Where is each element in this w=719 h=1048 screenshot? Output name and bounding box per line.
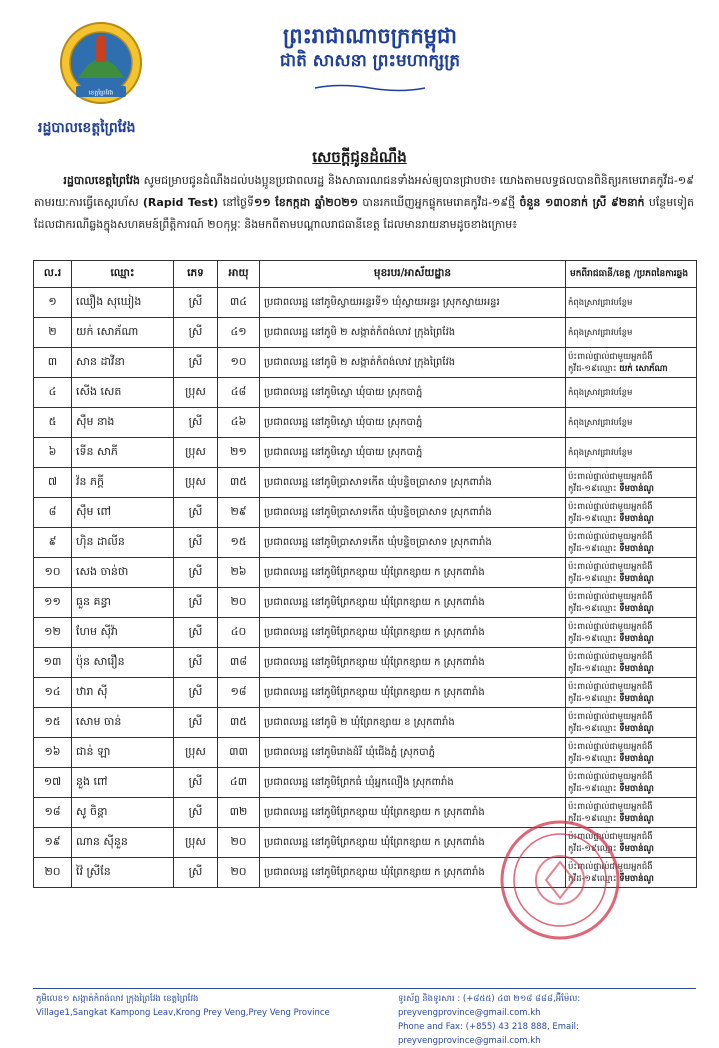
source-cell	[566, 318, 697, 348]
sex-cell: ស្រី	[174, 648, 218, 678]
table-row	[34, 588, 697, 618]
address-cell: ប្រជាពលរដ្ឋ នៅភូមិស្លោ ឃុំបាយ ស្រុកបាភ្នំ	[260, 378, 566, 408]
footer-contact-en: Phone and Fax: (+855) 43 218 888, Email: preyvengprovince@gmail.com.kh	[398, 1022, 579, 1046]
row-number-cell: ១៧	[34, 768, 72, 798]
row-number-cell: ២០	[34, 858, 72, 888]
table-row	[34, 678, 697, 708]
age-cell: ៤៨	[218, 378, 260, 408]
source-line-2	[568, 543, 694, 555]
row-number-cell: ១៥	[34, 708, 72, 738]
footer-divider	[33, 988, 696, 989]
age-cell: ២១	[218, 438, 260, 468]
source-line-2	[568, 483, 694, 495]
source-contact-label: កូវីដ-១៩ឈ្មោះ	[568, 483, 620, 494]
header-address: មុខរបរ/អាស័យដ្ឋាន	[260, 261, 566, 288]
source-contact-name: ទឹមចាន់ណូ	[619, 813, 654, 824]
address-cell: ប្រជាពលរដ្ឋ នៅភូមិរោងដំរី ឃុំជើងភ្នំ ស្រុកបាភ្នំ	[260, 738, 566, 768]
table-row	[34, 618, 697, 648]
header-no: ល.រ	[34, 261, 72, 288]
sex-cell: ស្រី	[174, 858, 218, 888]
source-line-1: ប៉ះពាល់ផ្ទាល់ជាមួយអ្នកជំងឺ	[568, 831, 653, 842]
table-row	[34, 738, 697, 768]
person-name-cell: សេង ចាន់ថា	[72, 558, 174, 588]
table-row	[34, 648, 697, 678]
sex-cell: ប្រុស	[174, 828, 218, 858]
source-contact-name: យក់ សោភ័ណា	[619, 363, 668, 374]
age-cell: ២០	[218, 588, 260, 618]
address-cell: ប្រជាពលរដ្ឋ នៅភូមិប្រាសាទកើត ឃុំបន្ទិចប្រាសាទ ស្រុកពារាំង	[260, 468, 566, 498]
age-cell: ៣២	[218, 798, 260, 828]
source-cell	[566, 678, 697, 708]
person-name-cell: ធួន គន្ធា	[72, 588, 174, 618]
source-line-1: ប៉ះពាល់ផ្ទាល់ជាមួយអ្នកជំងឺ	[568, 741, 653, 752]
person-name-cell: ស៊ឹម ពៅ	[72, 498, 174, 528]
source-cell	[566, 708, 697, 738]
source-cell	[566, 798, 697, 828]
person-name-cell: យក់ សោភ័ណា	[72, 318, 174, 348]
source-line-2	[568, 843, 694, 855]
address-cell: ប្រជាពលរដ្ឋ នៅភូមិ ២ សង្កាត់កំពង់លាវ ក្រុងព្រៃវែង	[260, 318, 566, 348]
source-cell	[566, 828, 697, 858]
row-number-cell: ៦	[34, 438, 72, 468]
person-name-cell: ស៊ឹម នាង	[72, 408, 174, 438]
sex-cell: ស្រី	[174, 498, 218, 528]
source-contact-name: ទឹមចាន់ណូ	[619, 573, 654, 584]
sex-cell: ស្រី	[174, 288, 218, 318]
address-cell: ប្រជាពលរដ្ឋ នៅភូមិ ២ ឃុំព្រែកខ្សាយ ខ ស្រុកពារាំង	[260, 708, 566, 738]
address-cell: ប្រជាពលរដ្ឋ នៅភូមិព្រែកខ្សាយ ឃុំព្រែកខ្សាយ ក ស្រុកពារាំង	[260, 798, 566, 828]
source-line-1: ប៉ះពាល់ផ្ទាល់ជាមួយអ្នកជំងឺ	[568, 471, 653, 482]
age-cell: ១៨	[218, 678, 260, 708]
source-contact-label: កូវីដ-១៩ឈ្មោះ	[568, 693, 620, 704]
row-number-cell: ១៩	[34, 828, 72, 858]
intro-case-count: ចំនួន ១៣០នាក់ ស្រី ៩២នាក់	[519, 196, 645, 209]
row-number-cell: ១០	[34, 558, 72, 588]
table-row	[34, 708, 697, 738]
address-cell: ប្រជាពលរដ្ឋ នៅភូមិព្រែកធំ ឃុំអ្នកលឿង ស្រុកពារាំង	[260, 768, 566, 798]
person-name-cell: ជាន់ ឡា	[72, 738, 174, 768]
source-line-1: ប៉ះពាល់ផ្ទាល់ជាមួយអ្នកជំងឺ	[568, 591, 653, 602]
intro-text-3: បានរកឃើញអ្នកផ្ទុកមេរោគកូវីដ-១៩ថ្មី	[358, 196, 520, 209]
address-cell: ប្រជាពលរដ្ឋ នៅភូមិព្រែកខ្សាយ ឃុំព្រែកខ្សាយ ក ស្រុកពារាំង	[260, 618, 566, 648]
row-number-cell: ១៣	[34, 648, 72, 678]
source-contact-name: ទឹមចាន់ណូ	[619, 873, 654, 884]
person-name-cell: ទើន សាភី	[72, 438, 174, 468]
source-line-2	[568, 753, 694, 765]
table-row	[34, 468, 697, 498]
administration-name: រដ្ឋបាលខេត្តព្រៃវែង	[38, 120, 136, 136]
source-line-2	[568, 633, 694, 645]
person-name-cell: វ៉ៃ ស្រីនែ	[72, 858, 174, 888]
person-name-cell: សូ ចិន្តា	[72, 798, 174, 828]
source-cell	[566, 768, 697, 798]
table-row	[34, 288, 697, 318]
cases-table	[33, 260, 697, 888]
age-cell: ៤១	[218, 318, 260, 348]
source-line-2	[568, 693, 694, 705]
source-line-1: ប៉ះពាល់ផ្ទាល់ជាមួយអ្នកជំងឺ	[568, 561, 653, 572]
sex-cell: ស្រី	[174, 408, 218, 438]
age-cell: ២០	[218, 858, 260, 888]
sex-cell: ស្រី	[174, 768, 218, 798]
source-contact-label: កូវីដ-១៩ឈ្មោះ	[568, 843, 620, 854]
sex-cell: ស្រី	[174, 708, 218, 738]
intro-rapid-test: (Rapid Test)	[142, 196, 219, 209]
source-line-2	[568, 513, 694, 525]
source-contact-name: ទឹមចាន់ណូ	[619, 543, 654, 554]
source-contact-name: ទឹមចាន់ណូ	[619, 723, 654, 734]
header-age: អាយុ	[218, 261, 260, 288]
address-cell: ប្រជាពលរដ្ឋ នៅភូមិព្រែកខ្សាយ ឃុំព្រែកខ្សាយ ក ស្រុកពារាំង	[260, 588, 566, 618]
age-cell: ៤០	[218, 618, 260, 648]
intro-admin: រដ្ឋបាលខេត្តព្រៃវែង	[63, 174, 140, 187]
person-name-cell: សេីង សេត	[72, 378, 174, 408]
table-row	[34, 558, 697, 588]
source-line-1: ប៉ះពាល់ផ្ទាល់ជាមួយអ្នកជំងឺ	[568, 501, 653, 512]
sex-cell: ស្រី	[174, 558, 218, 588]
age-cell: ១៥	[218, 528, 260, 558]
intro-paragraph	[34, 170, 694, 236]
sex-cell: ស្រី	[174, 318, 218, 348]
source-cell	[566, 618, 697, 648]
sex-cell: ស្រី	[174, 588, 218, 618]
source-line-2	[568, 603, 694, 615]
seal-caption: ខេត្តព្រៃវែង	[88, 89, 114, 97]
source-contact-label: កូវីដ-១៩ឈ្មោះ	[568, 573, 620, 584]
age-cell: ៤៣	[218, 768, 260, 798]
source-cell	[566, 528, 697, 558]
person-name-cell: សាន ដាវីនា	[72, 348, 174, 378]
source-contact-label: កូវីដ-១៩ឈ្មោះ	[568, 603, 620, 614]
intro-text-1: សូមជម្រាបជូនដំណឹងដល់បងប្អូនប្រជាពលរដ្ឋ និងសាធារណជនទាំងអស់ឲ្យបានជ្រាបថា៖ យោងតាមលទ្ធផលបានពិនិត្យរកមេរោគកូវីដ-១៩ តាមរយៈការធ្វើតេស្តរហ័ស	[34, 174, 694, 209]
ornament-divider	[310, 83, 430, 93]
row-number-cell: ១៦	[34, 738, 72, 768]
address-cell: ប្រជាពលរដ្ឋ នៅភូមិស្វាយអន្ទរទី១ ឃុំស្វាយអន្ទរ ស្រុកស្វាយអន្ទរ	[260, 288, 566, 318]
age-cell: ៣៥	[218, 468, 260, 498]
sex-cell: ស្រី	[174, 348, 218, 378]
source-cell	[566, 378, 697, 408]
source-contact-label: កូវីដ-១៩ឈ្មោះ	[568, 783, 620, 794]
source-line-1: កំពុងស្រាវជ្រាវបន្ថែម	[568, 417, 633, 428]
address-cell: ប្រជាពលរដ្ឋ នៅភូមិព្រែកខ្សាយ ឃុំព្រែកខ្សាយ ក ស្រុកពារាំង	[260, 558, 566, 588]
address-cell: ប្រជាពលរដ្ឋ នៅភូមិស្លោ ឃុំបាយ ស្រុកបាភ្នំ	[260, 438, 566, 468]
source-line-2	[568, 873, 694, 885]
table-row	[34, 858, 697, 888]
source-line-2	[568, 783, 694, 795]
sex-cell: ស្រី	[174, 618, 218, 648]
source-contact-label: កូវីដ-១៩ឈ្មោះ	[568, 873, 620, 884]
kingdom-line-1: ព្រះរាជាណាចក្រកម្ពុជា	[282, 24, 457, 48]
row-number-cell: ៧	[34, 468, 72, 498]
row-number-cell: ១១	[34, 588, 72, 618]
header-name: ឈ្មោះ	[72, 261, 174, 288]
table-header-row	[34, 261, 697, 288]
table-row	[34, 348, 697, 378]
sex-cell: ស្រី	[174, 798, 218, 828]
person-name-cell: ហ៊ិន ដាលីន	[72, 528, 174, 558]
footer-address-kh: ភូមិលេខ១ សង្កាត់កំពង់លាវ ក្រុងព្រៃវែង ខេត្តព្រៃវែង	[36, 994, 199, 1004]
source-contact-label: កូវីដ-១៩ឈ្មោះ	[568, 633, 620, 644]
age-cell: ២៩	[218, 498, 260, 528]
kingdom-motto	[210, 22, 530, 100]
source-line-1: ប៉ះពាល់ផ្ទាល់ជាមួយអ្នកជំងឺ	[568, 651, 653, 662]
source-line-1: ប៉ះពាល់ផ្ទាល់ជាមួយអ្នកជំងឺ	[568, 621, 653, 632]
person-name-cell: នួង ពៅ	[72, 768, 174, 798]
source-contact-label: កូវីដ-១៩ឈ្មោះ	[568, 363, 620, 374]
table-row	[34, 318, 697, 348]
source-contact-name: ទឹមចាន់ណូ	[619, 633, 654, 644]
source-contact-label: កូវីដ-១៩ឈ្មោះ	[568, 543, 620, 554]
document-title: សេចក្តីជូនដំណឹង	[312, 148, 407, 166]
row-number-cell: ២	[34, 318, 72, 348]
person-name-cell: ណាន ស៊ីនួន	[72, 828, 174, 858]
row-number-cell: ១២	[34, 618, 72, 648]
sex-cell: ស្រី	[174, 528, 218, 558]
person-name-cell: ឈឿង សុឃៀង	[72, 288, 174, 318]
sex-cell: ប្រុស	[174, 468, 218, 498]
source-line-2	[568, 573, 694, 585]
intro-text-2: នៅថ្ងៃទី	[218, 196, 255, 209]
source-cell	[566, 498, 697, 528]
source-contact-label: កូវីដ-១៩ឈ្មោះ	[568, 723, 620, 734]
intro-date: ១១ ខែកក្កដា ឆ្នាំ២០២១	[254, 196, 359, 209]
age-cell: ២០	[218, 828, 260, 858]
source-contact-name: ទឹមចាន់ណូ	[619, 483, 654, 494]
table-row	[34, 528, 697, 558]
row-number-cell: ៤	[34, 378, 72, 408]
source-line-1: ប៉ះពាល់ផ្ទាល់ជាមួយអ្នកជំងឺ	[568, 801, 653, 812]
source-cell	[566, 348, 697, 378]
table-row	[34, 498, 697, 528]
source-line-1: កំពុងស្រាវជ្រាវបន្ថែម	[568, 327, 633, 338]
table-row	[34, 408, 697, 438]
row-number-cell: ១៤	[34, 678, 72, 708]
address-cell: ប្រជាពលរដ្ឋ នៅភូមិ ២ សង្កាត់កំពង់លាវ ក្រុងព្រៃវែង	[260, 348, 566, 378]
address-cell: ប្រជាពលរដ្ឋ នៅភូមិព្រែកខ្សាយ ឃុំព្រែកខ្សាយ ក ស្រុកពារាំង	[260, 828, 566, 858]
source-line-2	[568, 723, 694, 735]
address-cell: ប្រជាពលរដ្ឋ នៅភូមិព្រែកខ្សាយ ឃុំព្រែកខ្សាយ ក ស្រុកពារាំង	[260, 648, 566, 678]
age-cell: ៣៤	[218, 288, 260, 318]
table-row	[34, 438, 697, 468]
source-line-1: កំពុងស្រាវជ្រាវបន្ថែម	[568, 447, 633, 458]
source-line-1: កំពុងស្រាវជ្រាវបន្ថែម	[568, 387, 633, 398]
source-cell	[566, 438, 697, 468]
provincial-seal	[58, 20, 144, 106]
footer-address-en: Village1,Sangkat Kampong Leav,Krong Prey Veng,Prey Veng Province	[36, 1008, 330, 1018]
source-cell	[566, 288, 697, 318]
address-cell: ប្រជាពលរដ្ឋ នៅភូមិស្លោ ឃុំបាយ ស្រុកបាភ្នំ	[260, 408, 566, 438]
source-line-1: ប៉ះពាល់ផ្ទាល់ជាមួយអ្នកជំងឺ	[568, 681, 653, 692]
header-source: មកពីរាជធានី/ខេត្ត /ប្រភពនៃការឆ្លង	[566, 261, 697, 288]
source-line-2	[568, 663, 694, 675]
source-contact-label: កូវីដ-១៩ឈ្មោះ	[568, 513, 620, 524]
source-cell	[566, 408, 697, 438]
source-contact-label: កូវីដ-១៩ឈ្មោះ	[568, 663, 620, 674]
person-name-cell: ឋារា ស៊ី	[72, 678, 174, 708]
footer-address	[36, 992, 330, 1020]
table-row	[34, 378, 697, 408]
source-line-1: ប៉ះពាល់ផ្ទាល់ជាមួយអ្នកជំងឺ	[568, 531, 653, 542]
sex-cell: ប្រុស	[174, 438, 218, 468]
table-row	[34, 828, 697, 858]
source-contact-label: កូវីដ-១៩ឈ្មោះ	[568, 753, 620, 764]
address-cell: ប្រជាពលរដ្ឋ នៅភូមិប្រាសាទកើត ឃុំបន្ទិចប្រាសាទ ស្រុកពារាំង	[260, 498, 566, 528]
row-number-cell: ៥	[34, 408, 72, 438]
source-cell	[566, 558, 697, 588]
source-line-2	[568, 813, 694, 825]
source-contact-name: ទឹមចាន់ណូ	[619, 753, 654, 764]
source-contact-name: ទឹមចាន់ណូ	[619, 783, 654, 794]
row-number-cell: ៣	[34, 348, 72, 378]
table-row	[34, 798, 697, 828]
source-cell	[566, 738, 697, 768]
age-cell: ១០	[218, 348, 260, 378]
source-cell	[566, 588, 697, 618]
source-line-1: ប៉ះពាល់ផ្ទាល់ជាមួយអ្នកជំងឺ	[568, 861, 653, 872]
source-line-1: ប៉ះពាល់ផ្ទាល់ជាមួយអ្នកជំងឺ	[568, 351, 653, 362]
kingdom-line-2: ជាតិ សាសនា ព្រះមហាក្សត្រ	[279, 51, 461, 71]
age-cell: ៤៦	[218, 408, 260, 438]
row-number-cell: ១	[34, 288, 72, 318]
header-sex: ភេទ	[174, 261, 218, 288]
source-line-1: កំពុងស្រាវជ្រាវបន្ថែម	[568, 297, 633, 308]
row-number-cell: ៩	[34, 528, 72, 558]
person-name-cell: ហែម ស៊ីវ៉ា	[72, 618, 174, 648]
row-number-cell: ៨	[34, 498, 72, 528]
address-cell: ប្រជាពលរដ្ឋ នៅភូមិព្រែកខ្សាយ ឃុំព្រែកខ្សាយ ក ស្រុកពារាំង	[260, 858, 566, 888]
age-cell: ២៦	[218, 558, 260, 588]
source-cell	[566, 858, 697, 888]
address-cell: ប្រជាពលរដ្ឋ នៅភូមិព្រែកខ្សាយ ឃុំព្រែកខ្សាយ ក ស្រុកពារាំង	[260, 678, 566, 708]
source-line-1: ប៉ះពាល់ផ្ទាល់ជាមួយអ្នកជំងឺ	[568, 771, 653, 782]
table-row	[34, 768, 697, 798]
source-line-1: ប៉ះពាល់ផ្ទាល់ជាមួយអ្នកជំងឺ	[568, 711, 653, 722]
source-contact-name: ទឹមចាន់ណូ	[619, 663, 654, 674]
person-name-cell: សោម ចាន់	[72, 708, 174, 738]
sex-cell: ប្រុស	[174, 738, 218, 768]
age-cell: ៣៥	[218, 708, 260, 738]
source-contact-name: ទឹមចាន់ណូ	[619, 693, 654, 704]
sex-cell: ប្រុស	[174, 378, 218, 408]
age-cell: ៣៨	[218, 648, 260, 678]
row-number-cell: ១៨	[34, 798, 72, 828]
intro-text-4: បន្ថែមទៀត ដែលជាករណីឆ្លងក្នុងសហគមន៍ព្រឹត្តិការណ៍ ២០កុម្ភៈ និងមកពីតាមបណ្តាលរាជធានីខេត្ត ដែលមានរាយនាមដូចខាងក្រោម៖	[34, 196, 695, 231]
source-line-2	[568, 363, 694, 375]
sex-cell: ស្រី	[174, 678, 218, 708]
source-contact-name: ទឹមចាន់ណូ	[619, 513, 654, 524]
source-cell	[566, 468, 697, 498]
source-cell	[566, 648, 697, 678]
source-contact-name: ទឹមចាន់ណូ	[619, 843, 654, 854]
source-contact-label: កូវីដ-១៩ឈ្មោះ	[568, 813, 620, 824]
footer-contact-kh: ទូរស័ព្ទ និងទូរសារ : (+៨៥៥) ៤៣ ២១៨ ៨៨៨,អ៊ីម៉ែល: preyvengprovince@gmail.com.kh	[398, 994, 581, 1018]
person-name-cell: វ៉ន ភក្តី	[72, 468, 174, 498]
address-cell: ប្រជាពលរដ្ឋ នៅភូមិប្រាសាទកើត ឃុំបន្ទិចប្រាសាទ ស្រុកពារាំង	[260, 528, 566, 558]
age-cell: ៣៣	[218, 738, 260, 768]
footer-contact	[398, 992, 719, 1048]
source-contact-name: ទឹមចាន់ណូ	[619, 603, 654, 614]
person-name-cell: ប៉ុន សារឿន	[72, 648, 174, 678]
